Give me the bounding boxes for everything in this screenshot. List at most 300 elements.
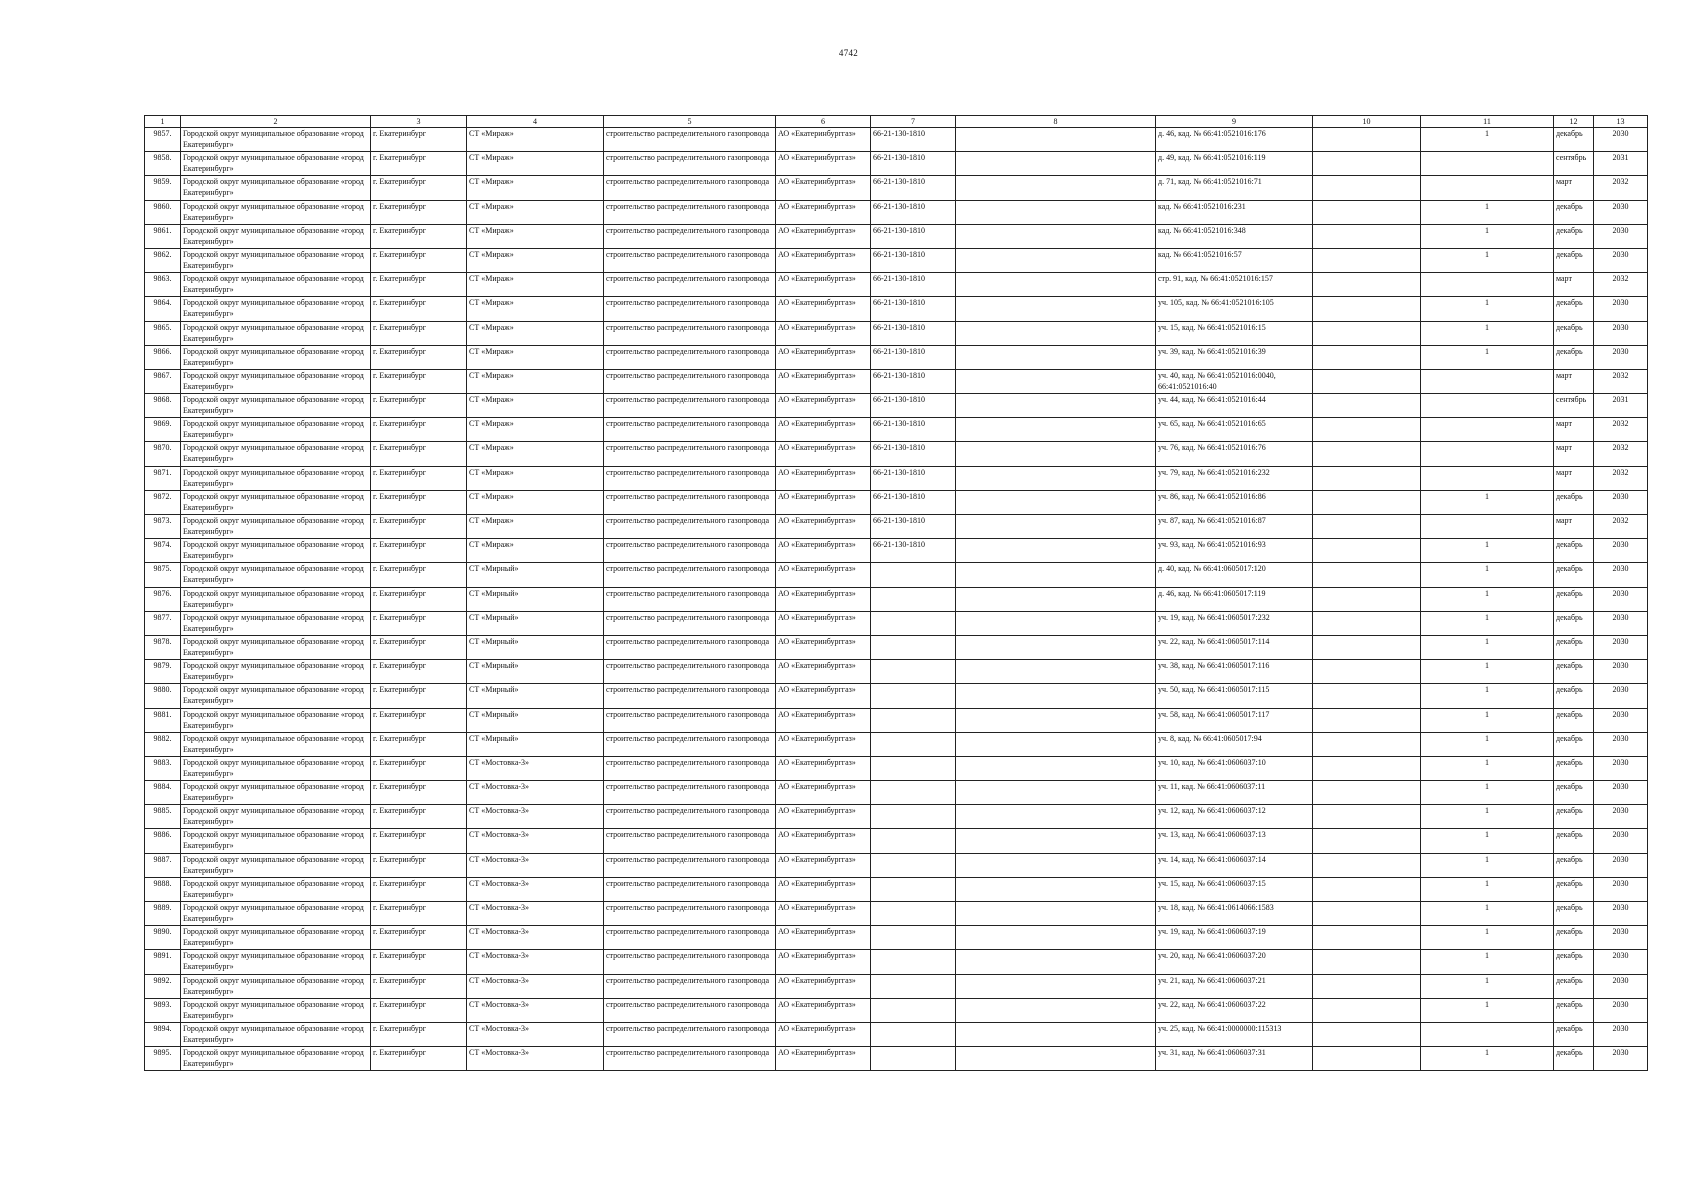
address-cell: уч. 93, кад. № 66:41:0521016:93 [1156, 539, 1313, 563]
work-type-cell: строительство распределительного газопровода [604, 539, 776, 563]
count-cell [1421, 176, 1554, 200]
table-row [145, 224, 1648, 248]
table-row [145, 587, 1648, 611]
count-cell: 1 [1421, 660, 1554, 684]
owner-cell: Городской округ муниципальное образование «город Екатеринбург» [181, 1047, 371, 1071]
city-cell: г. Екатеринбург [371, 369, 467, 393]
column-header: 7 [871, 116, 956, 128]
col8-cell [956, 1047, 1156, 1071]
city-cell: г. Екатеринбург [371, 684, 467, 708]
address-cell: уч. 18, кад. № 66:41:0614066:1583 [1156, 902, 1313, 926]
col7-cell [871, 877, 956, 901]
col10-cell [1313, 369, 1421, 393]
month-cell: март [1554, 466, 1594, 490]
table-row [145, 273, 1648, 297]
year-cell: 2030 [1594, 974, 1648, 998]
address-cell: уч. 87, кад. № 66:41:0521016:87 [1156, 515, 1313, 539]
table-row [145, 152, 1648, 176]
year-cell: 2030 [1594, 587, 1648, 611]
col10-cell [1313, 829, 1421, 853]
object-cell: СТ «Мираж» [467, 248, 604, 272]
work-type-cell: строительство распределительного газопровода [604, 200, 776, 224]
owner-cell: Городской округ муниципальное образование «город Екатеринбург» [181, 781, 371, 805]
col8-cell [956, 273, 1156, 297]
table-row [145, 563, 1648, 587]
col10-cell [1313, 345, 1421, 369]
object-cell: СТ «Мирный» [467, 611, 604, 635]
address-cell: уч. 25, кад. № 66:41:0000000:115313 [1156, 1022, 1313, 1046]
month-cell: декабрь [1554, 539, 1594, 563]
owner-cell: Городской округ муниципальное образование «город Екатеринбург» [181, 321, 371, 345]
col10-cell [1313, 200, 1421, 224]
month-cell: декабрь [1554, 974, 1594, 998]
col8-cell [956, 128, 1156, 152]
row-number: 9863. [145, 273, 181, 297]
owner-cell: Городской округ муниципальное образование «город Екатеринбург» [181, 345, 371, 369]
col10-cell [1313, 587, 1421, 611]
owner-cell: Городской округ муниципальное образование «город Екатеринбург» [181, 660, 371, 684]
row-number: 9857. [145, 128, 181, 152]
organization-cell: АО «Екатеринбурггаз» [776, 877, 871, 901]
work-type-cell: строительство распределительного газопровода [604, 224, 776, 248]
year-cell: 2030 [1594, 490, 1648, 514]
count-cell [1421, 515, 1554, 539]
organization-cell: АО «Екатеринбурггаз» [776, 611, 871, 635]
address-cell: кад. № 66:41:0521016:57 [1156, 248, 1313, 272]
work-type-cell: строительство распределительного газопровода [604, 273, 776, 297]
organization-cell: АО «Екатеринбурггаз» [776, 539, 871, 563]
row-number: 9889. [145, 902, 181, 926]
work-type-cell: строительство распределительного газопровода [604, 248, 776, 272]
col7-cell: 66-21-130-1810 [871, 345, 956, 369]
col10-cell [1313, 781, 1421, 805]
city-cell: г. Екатеринбург [371, 829, 467, 853]
object-cell: СТ «Мираж» [467, 515, 604, 539]
table-row [145, 635, 1648, 659]
month-cell: декабрь [1554, 902, 1594, 926]
owner-cell: Городской округ муниципальное образование «город Екатеринбург» [181, 926, 371, 950]
work-type-cell: строительство распределительного газопровода [604, 490, 776, 514]
work-type-cell: строительство распределительного газопровода [604, 853, 776, 877]
row-number: 9869. [145, 418, 181, 442]
owner-cell: Городской округ муниципальное образование «город Екатеринбург» [181, 587, 371, 611]
object-cell: СТ «Мираж» [467, 466, 604, 490]
table-row [145, 926, 1648, 950]
row-number: 9875. [145, 563, 181, 587]
organization-cell: АО «Екатеринбурггаз» [776, 950, 871, 974]
table-row [145, 466, 1648, 490]
owner-cell: Городской округ муниципальное образование «город Екатеринбург» [181, 829, 371, 853]
col7-cell: 66-21-130-1810 [871, 248, 956, 272]
count-cell: 1 [1421, 224, 1554, 248]
count-cell: 1 [1421, 297, 1554, 321]
city-cell: г. Екатеринбург [371, 394, 467, 418]
month-cell: декабрь [1554, 321, 1594, 345]
address-cell: д. 46, кад. № 66:41:0521016:176 [1156, 128, 1313, 152]
count-cell: 1 [1421, 853, 1554, 877]
address-cell: стр. 91, кад. № 66:41:0521016:157 [1156, 273, 1313, 297]
organization-cell: АО «Екатеринбурггаз» [776, 660, 871, 684]
table-row [145, 490, 1648, 514]
col10-cell [1313, 708, 1421, 732]
organization-cell: АО «Екатеринбурггаз» [776, 926, 871, 950]
address-cell: уч. 39, кад. № 66:41:0521016:39 [1156, 345, 1313, 369]
owner-cell: Городской округ муниципальное образование «город Екатеринбург» [181, 442, 371, 466]
organization-cell: АО «Екатеринбурггаз» [776, 515, 871, 539]
organization-cell: АО «Екатеринбурггаз» [776, 902, 871, 926]
col7-cell [871, 805, 956, 829]
work-type-cell: строительство распределительного газопровода [604, 418, 776, 442]
city-cell: г. Екатеринбург [371, 756, 467, 780]
row-number: 9865. [145, 321, 181, 345]
col7-cell: 66-21-130-1810 [871, 200, 956, 224]
owner-cell: Городской округ муниципальное образование «город Екатеринбург» [181, 877, 371, 901]
owner-cell: Городской округ муниципальное образование «город Екатеринбург» [181, 563, 371, 587]
address-cell: д. 40, кад. № 66:41:0605017:120 [1156, 563, 1313, 587]
address-cell: уч. 20, кад. № 66:41:0606037:20 [1156, 950, 1313, 974]
object-cell: СТ «Мирный» [467, 684, 604, 708]
month-cell: декабрь [1554, 829, 1594, 853]
col10-cell [1313, 611, 1421, 635]
col7-cell: 66-21-130-1810 [871, 128, 956, 152]
year-cell: 2031 [1594, 394, 1648, 418]
col8-cell [956, 732, 1156, 756]
row-number: 9887. [145, 853, 181, 877]
city-cell: г. Екатеринбург [371, 805, 467, 829]
city-cell: г. Екатеринбург [371, 442, 467, 466]
work-type-cell: строительство распределительного газопровода [604, 152, 776, 176]
table-row [145, 1022, 1648, 1046]
column-header: 1 [145, 116, 181, 128]
col10-cell [1313, 998, 1421, 1022]
column-header: 5 [604, 116, 776, 128]
year-cell: 2032 [1594, 442, 1648, 466]
count-cell [1421, 418, 1554, 442]
table-row [145, 974, 1648, 998]
month-cell: декабрь [1554, 950, 1594, 974]
work-type-cell: строительство распределительного газопровода [604, 587, 776, 611]
object-cell: СТ «Мираж» [467, 539, 604, 563]
work-type-cell: строительство распределительного газопровода [604, 708, 776, 732]
table-row [145, 394, 1648, 418]
city-cell: г. Екатеринбург [371, 708, 467, 732]
count-cell: 1 [1421, 829, 1554, 853]
header-row [145, 116, 1648, 128]
year-cell: 2030 [1594, 998, 1648, 1022]
year-cell: 2030 [1594, 248, 1648, 272]
organization-cell: АО «Екатеринбурггаз» [776, 176, 871, 200]
owner-cell: Городской округ муниципальное образование «город Екатеринбург» [181, 732, 371, 756]
col8-cell [956, 853, 1156, 877]
work-type-cell: строительство распределительного газопровода [604, 660, 776, 684]
col10-cell [1313, 950, 1421, 974]
col8-cell [956, 490, 1156, 514]
organization-cell: АО «Екатеринбурггаз» [776, 1022, 871, 1046]
owner-cell: Городской округ муниципальное образование «город Екатеринбург» [181, 950, 371, 974]
col7-cell [871, 829, 956, 853]
month-cell: декабрь [1554, 563, 1594, 587]
organization-cell: АО «Екатеринбурггаз» [776, 756, 871, 780]
organization-cell: АО «Екатеринбурггаз» [776, 321, 871, 345]
organization-cell: АО «Екатеринбурггаз» [776, 273, 871, 297]
count-cell: 1 [1421, 563, 1554, 587]
col8-cell [956, 321, 1156, 345]
organization-cell: АО «Екатеринбурггаз» [776, 345, 871, 369]
organization-cell: АО «Екатеринбурггаз» [776, 200, 871, 224]
month-cell: март [1554, 515, 1594, 539]
object-cell: СТ «Мостовка-3» [467, 756, 604, 780]
month-cell: декабрь [1554, 200, 1594, 224]
count-cell: 1 [1421, 756, 1554, 780]
organization-cell: АО «Екатеринбурггаз» [776, 152, 871, 176]
city-cell: г. Екатеринбург [371, 563, 467, 587]
object-cell: СТ «Мираж» [467, 369, 604, 393]
address-cell: уч. 21, кад. № 66:41:0606037:21 [1156, 974, 1313, 998]
table-row [145, 805, 1648, 829]
col8-cell [956, 611, 1156, 635]
row-number: 9877. [145, 611, 181, 635]
owner-cell: Городской округ муниципальное образование «город Екатеринбург» [181, 708, 371, 732]
col7-cell: 66-21-130-1810 [871, 321, 956, 345]
col7-cell: 66-21-130-1810 [871, 515, 956, 539]
row-number: 9872. [145, 490, 181, 514]
col10-cell [1313, 660, 1421, 684]
work-type-cell: строительство распределительного газопровода [604, 684, 776, 708]
month-cell: декабрь [1554, 224, 1594, 248]
organization-cell: АО «Екатеринбурггаз» [776, 466, 871, 490]
owner-cell: Городской округ муниципальное образование «город Екатеринбург» [181, 515, 371, 539]
col8-cell [956, 974, 1156, 998]
owner-cell: Городской округ муниципальное образование «город Екатеринбург» [181, 297, 371, 321]
count-cell: 1 [1421, 321, 1554, 345]
address-cell: уч. 14, кад. № 66:41:0606037:14 [1156, 853, 1313, 877]
count-cell: 1 [1421, 200, 1554, 224]
row-number: 9893. [145, 998, 181, 1022]
city-cell: г. Екатеринбург [371, 515, 467, 539]
count-cell: 1 [1421, 926, 1554, 950]
object-cell: СТ «Мостовка-3» [467, 781, 604, 805]
object-cell: СТ «Мирный» [467, 732, 604, 756]
work-type-cell: строительство распределительного газопровода [604, 466, 776, 490]
row-number: 9895. [145, 1047, 181, 1071]
owner-cell: Городской округ муниципальное образование «город Екатеринбург» [181, 394, 371, 418]
city-cell: г. Екатеринбург [371, 1022, 467, 1046]
work-type-cell: строительство распределительного газопровода [604, 877, 776, 901]
owner-cell: Городской округ муниципальное образование «город Екатеринбург» [181, 224, 371, 248]
address-cell: уч. 12, кад. № 66:41:0606037:12 [1156, 805, 1313, 829]
city-cell: г. Екатеринбург [371, 587, 467, 611]
col8-cell [956, 708, 1156, 732]
work-type-cell: строительство распределительного газопровода [604, 321, 776, 345]
city-cell: г. Екатеринбург [371, 902, 467, 926]
organization-cell: АО «Екатеринбурггаз» [776, 732, 871, 756]
year-cell: 2030 [1594, 781, 1648, 805]
row-number: 9862. [145, 248, 181, 272]
col10-cell [1313, 418, 1421, 442]
count-cell: 1 [1421, 128, 1554, 152]
count-cell [1421, 442, 1554, 466]
col8-cell [956, 660, 1156, 684]
col10-cell [1313, 490, 1421, 514]
col7-cell [871, 853, 956, 877]
month-cell: декабрь [1554, 805, 1594, 829]
year-cell: 2030 [1594, 1047, 1648, 1071]
owner-cell: Городской округ муниципальное образование «город Екатеринбург» [181, 853, 371, 877]
city-cell: г. Екатеринбург [371, 950, 467, 974]
col8-cell [956, 369, 1156, 393]
row-number: 9870. [145, 442, 181, 466]
object-cell: СТ «Мирный» [467, 635, 604, 659]
year-cell: 2030 [1594, 732, 1648, 756]
month-cell: декабрь [1554, 1022, 1594, 1046]
month-cell: декабрь [1554, 297, 1594, 321]
work-type-cell: строительство распределительного газопровода [604, 1047, 776, 1071]
organization-cell: АО «Екатеринбурггаз» [776, 781, 871, 805]
col8-cell [956, 394, 1156, 418]
count-cell: 1 [1421, 611, 1554, 635]
col7-cell: 66-21-130-1810 [871, 369, 956, 393]
col7-cell [871, 732, 956, 756]
count-cell: 1 [1421, 490, 1554, 514]
city-cell: г. Екатеринбург [371, 490, 467, 514]
year-cell: 2032 [1594, 176, 1648, 200]
col8-cell [956, 998, 1156, 1022]
object-cell: СТ «Мираж» [467, 418, 604, 442]
object-cell: СТ «Мостовка-3» [467, 877, 604, 901]
col8-cell [956, 200, 1156, 224]
row-number: 9868. [145, 394, 181, 418]
month-cell: декабрь [1554, 660, 1594, 684]
count-cell: 1 [1421, 781, 1554, 805]
col8-cell [956, 539, 1156, 563]
column-header: 9 [1156, 116, 1313, 128]
col10-cell [1313, 756, 1421, 780]
object-cell: СТ «Мостовка-3» [467, 998, 604, 1022]
count-cell: 1 [1421, 248, 1554, 272]
month-cell: сентябрь [1554, 394, 1594, 418]
col10-cell [1313, 442, 1421, 466]
year-cell: 2032 [1594, 369, 1648, 393]
table-row [145, 418, 1648, 442]
year-cell: 2030 [1594, 877, 1648, 901]
row-number: 9892. [145, 974, 181, 998]
city-cell: г. Екатеринбург [371, 152, 467, 176]
city-cell: г. Екатеринбург [371, 853, 467, 877]
month-cell: декабрь [1554, 853, 1594, 877]
count-cell: 1 [1421, 345, 1554, 369]
column-header: 3 [371, 116, 467, 128]
col8-cell [956, 926, 1156, 950]
address-cell: д. 71, кад. № 66:41:0521016:71 [1156, 176, 1313, 200]
month-cell: декабрь [1554, 998, 1594, 1022]
month-cell: декабрь [1554, 781, 1594, 805]
col10-cell [1313, 635, 1421, 659]
work-type-cell: строительство распределительного газопровода [604, 950, 776, 974]
col7-cell: 66-21-130-1810 [871, 442, 956, 466]
col10-cell [1313, 128, 1421, 152]
row-number: 9878. [145, 635, 181, 659]
count-cell [1421, 394, 1554, 418]
table-row [145, 660, 1648, 684]
object-cell: СТ «Мостовка-3» [467, 974, 604, 998]
col8-cell [956, 466, 1156, 490]
city-cell: г. Екатеринбург [371, 732, 467, 756]
col10-cell [1313, 176, 1421, 200]
year-cell: 2030 [1594, 128, 1648, 152]
table-row [145, 369, 1648, 393]
address-cell: уч. 58, кад. № 66:41:0605017:117 [1156, 708, 1313, 732]
col7-cell [871, 950, 956, 974]
month-cell: декабрь [1554, 128, 1594, 152]
object-cell: СТ «Мираж» [467, 297, 604, 321]
col7-cell [871, 926, 956, 950]
col7-cell [871, 1022, 956, 1046]
work-type-cell: строительство распределительного газопровода [604, 732, 776, 756]
address-cell: кад. № 66:41:0521016:348 [1156, 224, 1313, 248]
organization-cell: АО «Екатеринбурггаз» [776, 853, 871, 877]
col10-cell [1313, 926, 1421, 950]
year-cell: 2030 [1594, 1022, 1648, 1046]
city-cell: г. Екатеринбург [371, 539, 467, 563]
col8-cell [956, 950, 1156, 974]
year-cell: 2032 [1594, 515, 1648, 539]
col7-cell [871, 998, 956, 1022]
col10-cell [1313, 394, 1421, 418]
owner-cell: Городской округ муниципальное образование «город Екатеринбург» [181, 418, 371, 442]
col7-cell: 66-21-130-1810 [871, 224, 956, 248]
address-cell: д. 49, кад. № 66:41:0521016:119 [1156, 152, 1313, 176]
work-type-cell: строительство распределительного газопровода [604, 974, 776, 998]
object-cell: СТ «Мираж» [467, 224, 604, 248]
table-body [145, 128, 1648, 1071]
col7-cell: 66-21-130-1810 [871, 466, 956, 490]
month-cell: декабрь [1554, 926, 1594, 950]
work-type-cell: строительство распределительного газопровода [604, 805, 776, 829]
count-cell: 1 [1421, 950, 1554, 974]
row-number: 9871. [145, 466, 181, 490]
object-cell: СТ «Мираж» [467, 490, 604, 514]
table-row [145, 853, 1648, 877]
row-number: 9883. [145, 756, 181, 780]
table-row [145, 732, 1648, 756]
object-cell: СТ «Мираж» [467, 321, 604, 345]
month-cell: декабрь [1554, 732, 1594, 756]
count-cell [1421, 273, 1554, 297]
year-cell: 2030 [1594, 611, 1648, 635]
row-number: 9888. [145, 877, 181, 901]
count-cell [1421, 152, 1554, 176]
count-cell [1421, 466, 1554, 490]
row-number: 9890. [145, 926, 181, 950]
organization-cell: АО «Екатеринбурггаз» [776, 998, 871, 1022]
city-cell: г. Екатеринбург [371, 660, 467, 684]
table-row [145, 756, 1648, 780]
address-cell: уч. 31, кад. № 66:41:0606037:31 [1156, 1047, 1313, 1071]
city-cell: г. Екатеринбург [371, 998, 467, 1022]
row-number: 9866. [145, 345, 181, 369]
city-cell: г. Екатеринбург [371, 974, 467, 998]
city-cell: г. Екатеринбург [371, 297, 467, 321]
year-cell: 2030 [1594, 853, 1648, 877]
col10-cell [1313, 248, 1421, 272]
month-cell: декабрь [1554, 490, 1594, 514]
col10-cell [1313, 563, 1421, 587]
count-cell [1421, 1022, 1554, 1046]
organization-cell: АО «Екатеринбурггаз» [776, 128, 871, 152]
object-cell: СТ «Мирный» [467, 708, 604, 732]
address-cell: уч. 86, кад. № 66:41:0521016:86 [1156, 490, 1313, 514]
city-cell: г. Екатеринбург [371, 466, 467, 490]
